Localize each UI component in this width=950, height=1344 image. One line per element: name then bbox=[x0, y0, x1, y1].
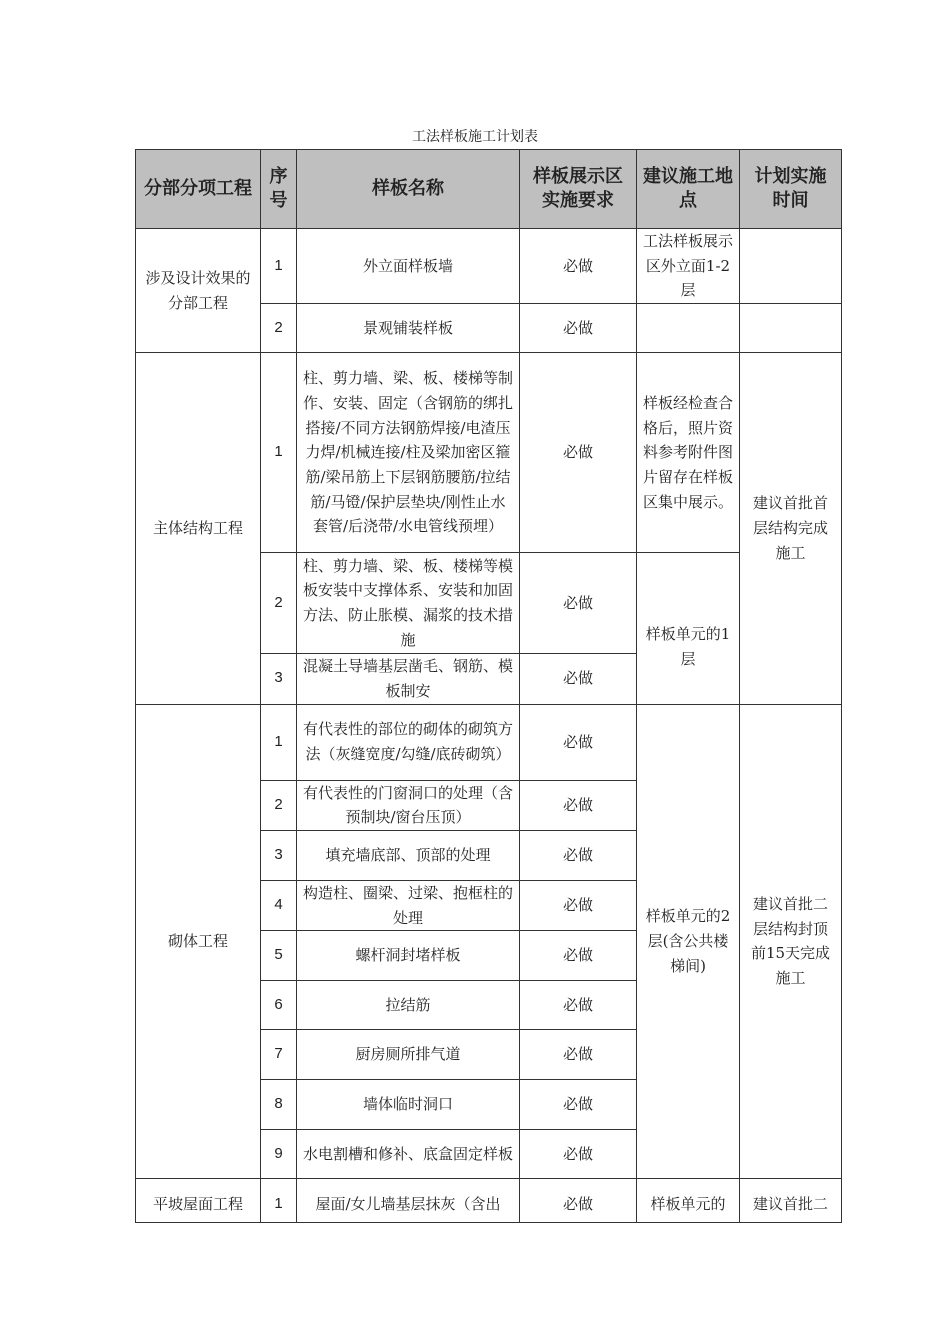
name-cell: 屋面/女儿墙基层抹灰（含出 bbox=[297, 1179, 520, 1223]
location-cell: 样板经检查合格后，照片资料参考附件图片留存在样板区集中展示。 bbox=[637, 353, 740, 553]
seq-cell: 7 bbox=[261, 1030, 297, 1080]
header-requirement: 样板展示区实施要求 bbox=[520, 150, 637, 229]
seq-cell: 1 bbox=[261, 229, 297, 304]
requirement-cell: 必做 bbox=[520, 1179, 637, 1223]
name-cell: 螺杆洞封堵样板 bbox=[297, 931, 520, 981]
requirement-cell: 必做 bbox=[520, 780, 637, 830]
name-cell: 柱、剪力墙、梁、板、楼梯等制作、安装、固定（含钢筋的绑扎搭接/不同方法钢筋焊接/电渣压力焊/机械连接/柱及梁加密区箍筋/梁吊筋上下层钢筋腰筋/拉结筋/马镫/保护层垫块/刚性止水套管/后浇带/水电管线预埋） bbox=[297, 353, 520, 553]
seq-cell: 2 bbox=[261, 780, 297, 830]
division-cell: 砌体工程 bbox=[136, 704, 261, 1179]
name-cell: 有代表性的部位的砌体的砌筑方法（灰缝宽度/勾缝/底砖砌筑） bbox=[297, 704, 520, 780]
requirement-cell: 必做 bbox=[520, 830, 637, 880]
time-cell: 建议首批二 bbox=[740, 1179, 842, 1223]
location-cell: 样板单元的2层(含公共楼梯间) bbox=[637, 704, 740, 1179]
requirement-cell: 必做 bbox=[520, 931, 637, 981]
time-cell bbox=[740, 229, 842, 304]
location-cell bbox=[637, 553, 740, 704]
name-cell: 混凝土导墙基层凿毛、钢筋、模板制安 bbox=[297, 654, 520, 704]
division-cell: 平坡屋面工程 bbox=[136, 1179, 261, 1223]
location-cell: 样板单元的 bbox=[637, 1179, 740, 1223]
requirement-cell: 必做 bbox=[520, 353, 637, 553]
location-cell: 工法样板展示区外立面1-2层 bbox=[637, 229, 740, 304]
seq-cell: 9 bbox=[261, 1130, 297, 1179]
location-cell bbox=[637, 304, 740, 353]
division-cell: 涉及设计效果的分部工程 bbox=[136, 229, 261, 353]
table-row bbox=[136, 353, 842, 553]
seq-cell: 2 bbox=[261, 553, 297, 654]
requirement-cell: 必做 bbox=[520, 1080, 637, 1130]
table-row bbox=[136, 229, 842, 304]
header-row bbox=[136, 150, 842, 229]
location-text: 样板单元的1层 bbox=[645, 625, 731, 668]
header-name: 样板名称 bbox=[297, 150, 520, 229]
seq-cell: 8 bbox=[261, 1080, 297, 1130]
name-cell: 外立面样板墙 bbox=[297, 229, 520, 304]
name-cell: 厨房厕所排气道 bbox=[297, 1030, 520, 1080]
seq-cell: 1 bbox=[261, 704, 297, 780]
name-cell: 水电割槽和修补、底盒固定样板 bbox=[297, 1130, 520, 1179]
seq-cell: 1 bbox=[261, 1179, 297, 1223]
table-row bbox=[136, 704, 842, 780]
header-time: 计划实施时间 bbox=[740, 150, 842, 229]
name-cell: 有代表性的门窗洞口的处理（含预制块/窗台压顶） bbox=[297, 780, 520, 830]
division-cell: 主体结构工程 bbox=[136, 353, 261, 704]
name-cell: 拉结筋 bbox=[297, 981, 520, 1030]
table-row bbox=[136, 1179, 842, 1223]
requirement-cell: 必做 bbox=[520, 704, 637, 780]
seq-cell: 6 bbox=[261, 981, 297, 1030]
requirement-cell: 必做 bbox=[520, 880, 637, 930]
time-cell: 建议首批首层结构完成施工 bbox=[740, 353, 842, 704]
name-cell: 填充墙底部、顶部的处理 bbox=[297, 830, 520, 880]
seq-cell: 2 bbox=[261, 304, 297, 353]
requirement-cell: 必做 bbox=[520, 654, 637, 704]
requirement-cell: 必做 bbox=[520, 1030, 637, 1080]
time-cell bbox=[740, 304, 842, 353]
seq-cell: 1 bbox=[261, 353, 297, 553]
name-cell: 构造柱、圈梁、过梁、抱框柱的处理 bbox=[297, 880, 520, 930]
requirement-cell: 必做 bbox=[520, 553, 637, 654]
requirement-cell: 必做 bbox=[520, 981, 637, 1030]
seq-cell: 4 bbox=[261, 880, 297, 930]
construction-plan-table bbox=[135, 149, 842, 1223]
seq-cell: 3 bbox=[261, 830, 297, 880]
header-seq: 序号 bbox=[261, 150, 297, 229]
table-caption: 工法样板施工计划表 bbox=[412, 129, 538, 145]
header-location: 建议施工地点 bbox=[637, 150, 740, 229]
seq-cell: 3 bbox=[261, 654, 297, 704]
requirement-cell: 必做 bbox=[520, 1130, 637, 1179]
requirement-cell: 必做 bbox=[520, 229, 637, 304]
time-cell: 建议首批二层结构封顶前15天完成施工 bbox=[740, 704, 842, 1179]
header-division: 分部分项工程 bbox=[136, 150, 261, 229]
seq-cell: 5 bbox=[261, 931, 297, 981]
name-cell: 景观铺装样板 bbox=[297, 304, 520, 353]
name-cell: 柱、剪力墙、梁、板、楼梯等模板安装中支撑体系、安装和加固方法、防止胀模、漏浆的技术措施 bbox=[297, 553, 520, 654]
requirement-cell: 必做 bbox=[520, 304, 637, 353]
name-cell: 墙体临时洞口 bbox=[297, 1080, 520, 1130]
